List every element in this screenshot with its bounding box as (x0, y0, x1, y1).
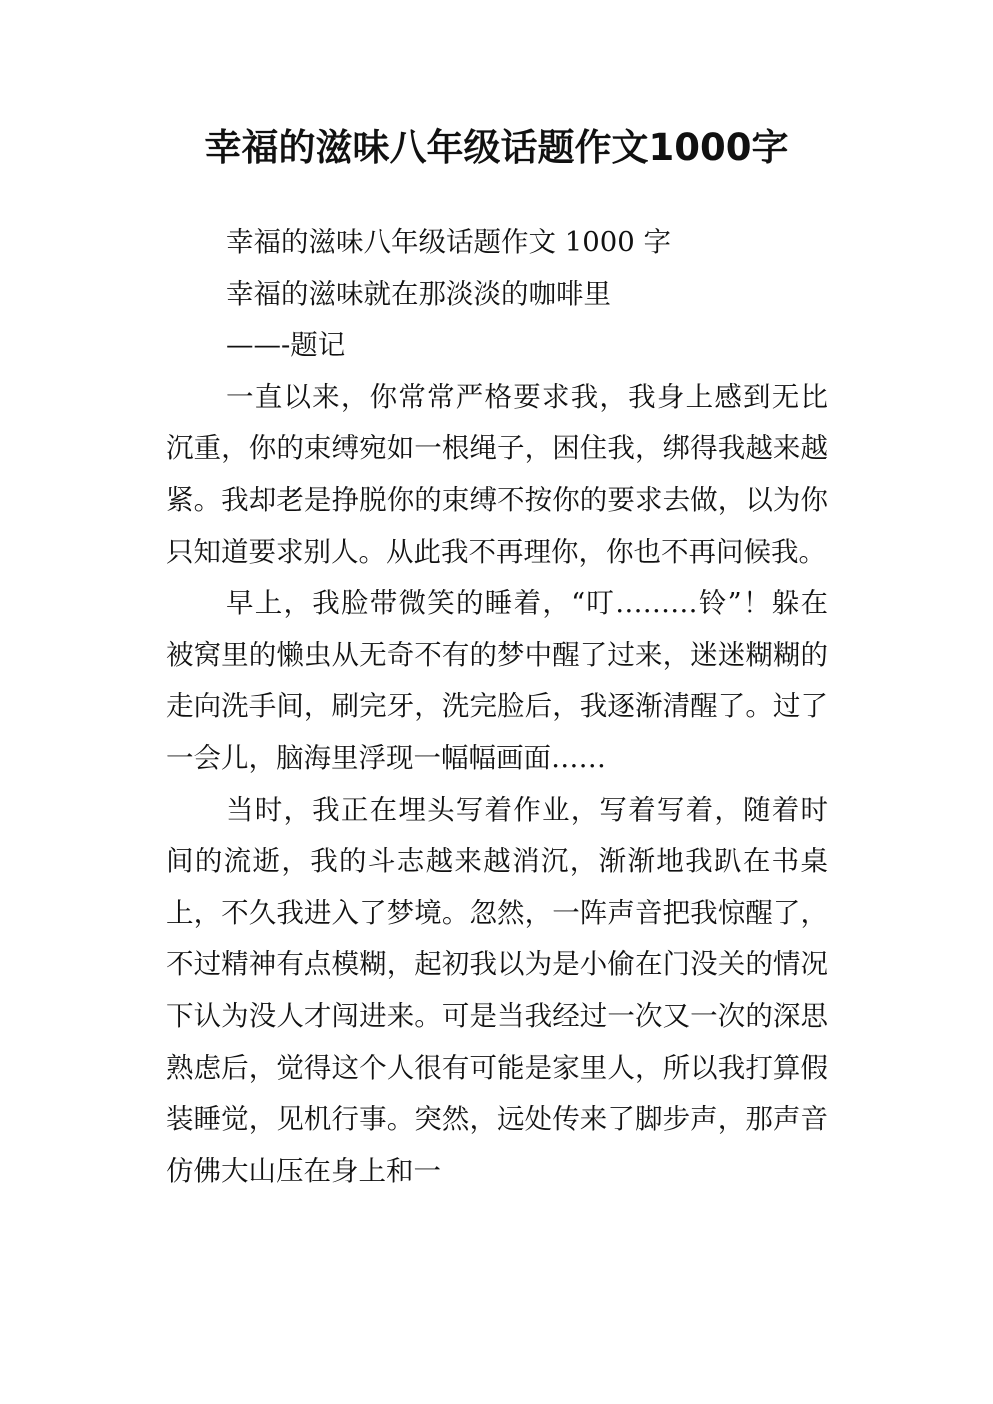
paragraph: 当时，我正在埋头写着作业，写着写着，随着时间的流逝，我的斗志越来越消沉，渐渐地我趴在书桌上，不久我进入了梦境。忽然，一阵声音把我惊醒了，不过精神有点模糊，起初我以为是小偷在门没关的情况下认为没人才闯进来。可是当我经过一次又一次的深思熟虑后，觉得这个人很有可能是家里人，所以我打算假装睡觉，见机行事。突然，远处传来了脚步声，那声音仿佛大山压在身上和一 (166, 793, 828, 1187)
document-body (166, 217, 828, 1197)
paragraph: 一直以来，你常常严格要求我，我身上感到无比沉重，你的束缚宛如一根绳子，困住我，绑得我越来越紧。我却老是挣脱你的束缚不按你的要求去做，以为你只知道要求别人。从此我不再理你，你也不再问候我。 (166, 380, 828, 568)
epigraph-source: ——-题记 (226, 329, 346, 362)
epigraph: 幸福的滋味就在那淡淡的咖啡里 (226, 277, 611, 310)
paragraph: 早上，我脸带微笑的睡着，“叮………铃”！躲在被窝里的懒虫从无奇不有的梦中醒了过来，迷迷糊糊的走向洗手间，刷完牙，洗完脸后，我逐渐清醒了。过了一会儿，脑海里浮现一幅幅画面…… (166, 587, 828, 774)
document-title: 幸福的滋味八年级话题作文1000字 (204, 126, 789, 169)
subtitle: 幸福的滋味八年级话题作文 1000 字 (226, 226, 671, 258)
